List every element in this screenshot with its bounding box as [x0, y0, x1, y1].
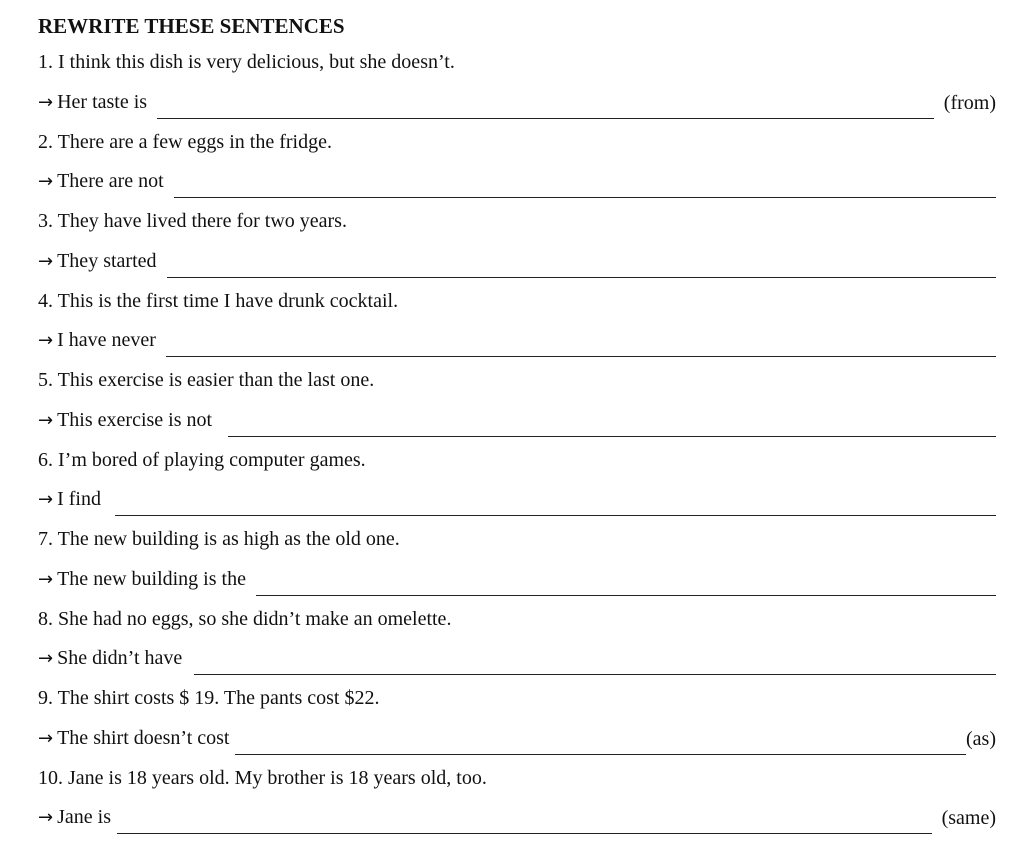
arrow-icon: → [38, 568, 54, 590]
exercise-item-6 [38, 440, 996, 520]
answer-blank[interactable] [235, 732, 966, 755]
exercise-item-2 [38, 122, 996, 202]
arrow-icon: → [38, 648, 54, 669]
answer-hint: (from) [943, 91, 996, 114]
answer-blank[interactable] [256, 573, 996, 596]
answer-prompt [38, 246, 157, 281]
answer-row [38, 82, 996, 122]
answer-hint: (same) [941, 807, 996, 829]
exercise-item-1 [38, 42, 996, 122]
answer-row [38, 241, 996, 281]
answer-hint: (as) [966, 727, 996, 750]
answer-blank[interactable] [157, 96, 934, 119]
answer-blank[interactable] [166, 334, 996, 357]
answer-blank[interactable] [194, 652, 996, 675]
prompt-text: The new building is the [57, 567, 246, 590]
question-text: 6. I’m bored of playing computer games. [38, 448, 366, 471]
arrow-icon: → [38, 807, 54, 828]
answer-blank[interactable] [228, 414, 996, 437]
answer-row [38, 559, 996, 599]
exercise-item-5 [38, 360, 996, 440]
answer-prompt [38, 87, 147, 122]
answer-row [38, 718, 996, 758]
prompt-text: They started [57, 249, 157, 272]
exercise-item-3 [38, 201, 996, 281]
prompt-text: This exercise is not [57, 408, 213, 431]
arrow-icon: → [38, 250, 54, 272]
exercise-item-4 [38, 281, 996, 361]
question-text: 4. This is the first time I have drunk cocktail. [38, 289, 399, 312]
question-text: 3. They have lived there for two years. [38, 210, 347, 232]
answer-blank[interactable] [167, 255, 997, 278]
question-text: 5. This exercise is easier than the last one. [38, 369, 375, 391]
worksheet-title: REWRITE THESE SENTENCES [38, 14, 345, 38]
answer-row [38, 400, 996, 440]
exercise-item-7 [38, 519, 996, 599]
prompt-text: There are not [57, 170, 164, 192]
answer-row [38, 321, 996, 361]
answer-prompt [38, 802, 111, 837]
exercise-item-10 [38, 758, 996, 838]
answer-prompt [38, 405, 212, 440]
answer-prompt [38, 723, 229, 758]
question-text: 8. She had no eggs, so she didn’t make an omelette. [38, 607, 452, 630]
answer-prompt [38, 166, 164, 201]
answer-row [38, 480, 996, 520]
prompt-text: I have never [57, 329, 156, 351]
answer-prompt [38, 325, 156, 360]
prompt-text: Jane is [57, 806, 111, 828]
answer-row [38, 162, 996, 202]
answer-blank[interactable] [117, 811, 932, 834]
question-text: 1. I think this dish is very delicious, but she doesn’t. [38, 51, 455, 73]
answer-blank[interactable] [174, 175, 996, 198]
question-text: 10. Jane is 18 years old. My brother is 18 years old, too. [38, 766, 487, 789]
arrow-icon: → [38, 727, 54, 749]
answer-blank[interactable] [115, 493, 996, 516]
prompt-text: The shirt doesn’t cost [57, 726, 230, 749]
exercise-item-9 [38, 678, 996, 758]
arrow-icon: → [38, 330, 54, 351]
answer-row [38, 639, 996, 679]
prompt-text: I find [57, 488, 101, 510]
question-text: 9. The shirt costs $ 19. The pants cost $22. [38, 687, 380, 709]
arrow-icon: → [38, 489, 54, 510]
answer-row [38, 798, 996, 838]
answer-prompt [38, 564, 246, 599]
answer-prompt [38, 484, 101, 519]
prompt-text: Her taste is [57, 90, 148, 113]
question-text: 2. There are a few eggs in the fridge. [38, 130, 332, 153]
arrow-icon: → [38, 171, 54, 192]
arrow-icon: → [38, 91, 54, 113]
question-text: 7. The new building is as high as the old one. [38, 528, 400, 550]
answer-prompt [38, 643, 182, 678]
arrow-icon: → [38, 409, 54, 431]
exercise-item-8 [38, 599, 996, 679]
prompt-text: She didn’t have [57, 647, 183, 669]
worksheet [38, 10, 996, 837]
